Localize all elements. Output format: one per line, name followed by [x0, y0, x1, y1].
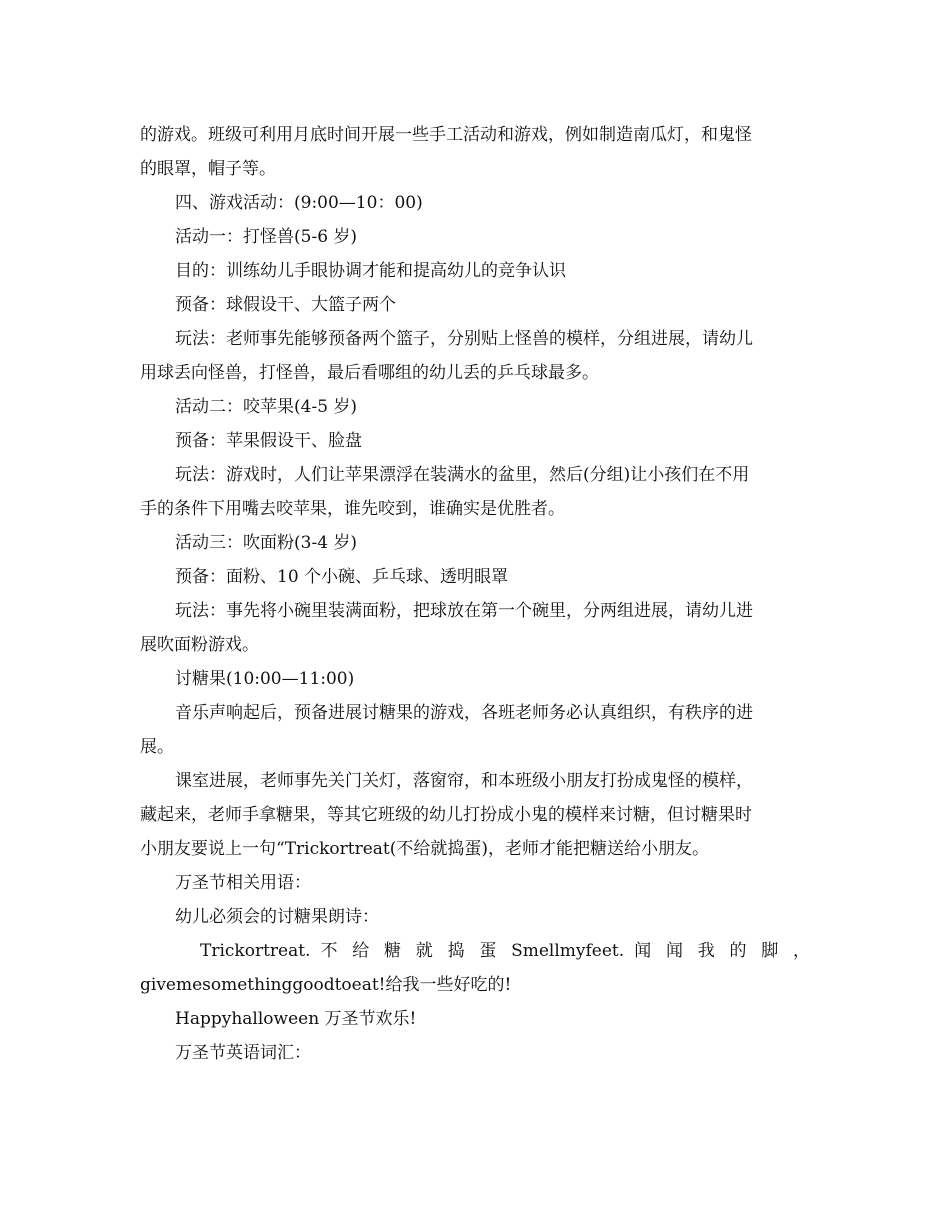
paragraph-line: 幼儿必须会的讨糖果朗诗：: [175, 907, 379, 927]
paragraph-line: 预备：苹果假设干、脸盘: [175, 431, 362, 451]
document-body: [140, 118, 810, 1070]
paragraph-line: 玩法：游戏时，人们让苹果漂浮在装满水的盆里，然后(分组)让小孩们在不用: [175, 465, 750, 485]
section-heading: 四、游戏活动：(9:00—10：00): [175, 193, 423, 213]
paragraph-line: 音乐声响起后，预备进展讨糖果的游戏，各班老师务必认真组织，有秩序的进: [175, 703, 753, 723]
paragraph-line: 目的：训练幼儿手眼协调才能和提高幼儿的竞争认识: [175, 261, 566, 281]
paragraph-line: 玩法：事先将小碗里装满面粉，把球放在第一个碗里，分两组进展，请幼儿进: [175, 601, 753, 621]
activity-title: 活动二：咬苹果(4-5 岁): [175, 397, 358, 417]
paragraph-line: 藏起来，老师手拿糖果，等其它班级的幼儿打扮成小鬼的模样来讨糖，但讨糖果时: [140, 805, 752, 825]
paragraph-line: 的游戏。班级可利用月底时间开展一些手工活动和游戏，例如制造南瓜灯，和鬼怪: [140, 125, 752, 145]
paragraph-line: 预备：面粉、10 个小碗、乒乓球、透明眼罩: [175, 567, 509, 587]
poem-line: Trickortreat. 不 给 糖 就 捣 蛋 Smellmyfeet. 闻 闻 我 的 脚 ，: [200, 941, 810, 961]
paragraph-line: 预备：球假设干、大篮子两个: [175, 295, 396, 315]
paragraph-line: 课室进展，老师事先关门关灯，落窗帘，和本班级小朋友打扮成鬼怪的模样，: [175, 771, 753, 791]
paragraph-line: 用球丢向怪兽，打怪兽，最后看哪组的幼儿丢的乒乓球最多。: [140, 363, 599, 383]
paragraph-line: 小朋友要说上一句“Trickortreat(不给就捣蛋)，老师才能把糖送给小朋友。: [140, 839, 710, 859]
paragraph-line: 的眼罩，帽子等。: [140, 159, 276, 179]
paragraph-line: 玩法：老师事先能够预备两个篮子，分别贴上怪兽的模样，分组进展，请幼儿: [175, 329, 753, 349]
paragraph-line: 展。: [140, 737, 174, 757]
activity-title: 活动一：打怪兽(5-6 岁): [175, 227, 358, 247]
paragraph-line: 展吹面粉游戏。: [140, 635, 259, 655]
section-heading: 万圣节相关用语：: [175, 873, 311, 893]
poem-line: givemesomethinggoodtoeat!给我一些好吃的!: [140, 975, 512, 995]
section-heading: 万圣节英语词汇：: [175, 1043, 311, 1063]
section-heading: 讨糖果(10:00—11:00): [175, 669, 355, 689]
poem-line: Happyhalloween 万圣节欢乐!: [175, 1009, 417, 1029]
paragraph-line: 手的条件下用嘴去咬苹果，谁先咬到，谁确实是优胜者。: [140, 499, 565, 519]
activity-title: 活动三：吹面粉(3-4 岁): [175, 533, 358, 553]
